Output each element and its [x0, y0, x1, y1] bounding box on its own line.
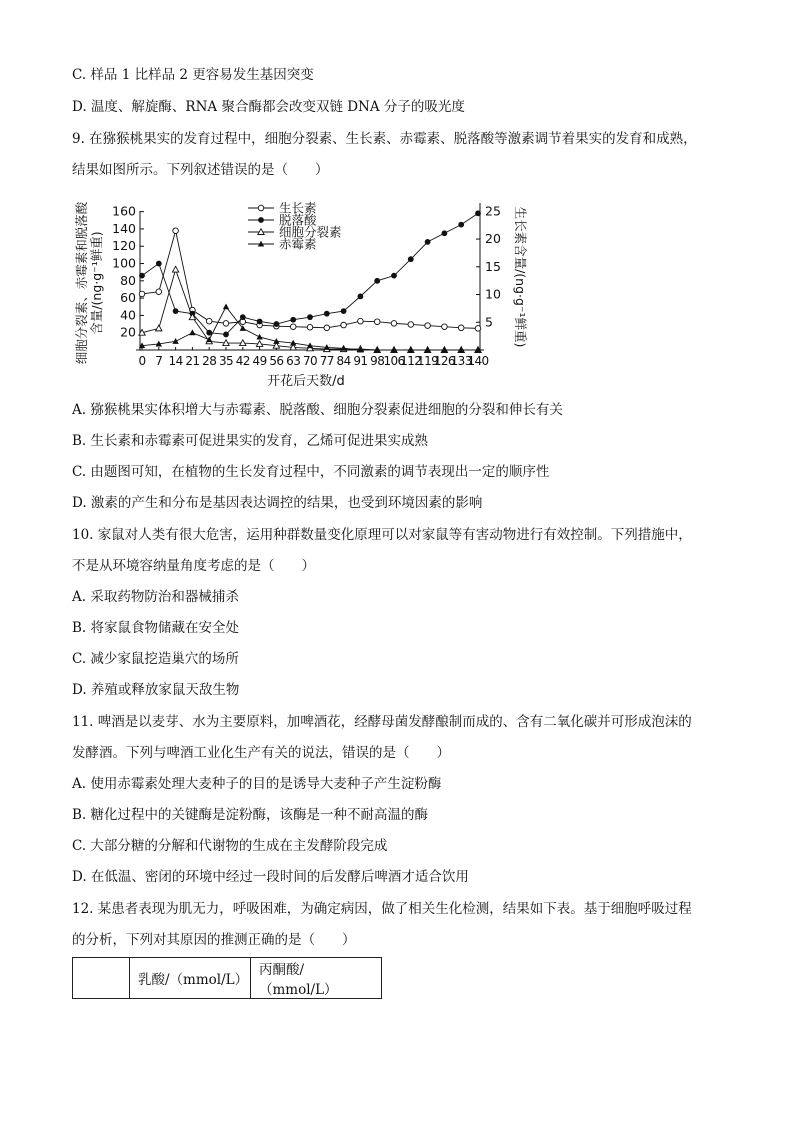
data-point [391, 321, 397, 327]
q11-option-b: B. 糖化过程中的关键酶是淀粉酶，该酶是一种不耐高温的酶 [72, 807, 429, 823]
q9-option-b: B. 生长素和赤霉素可促进果实的发育，乙烯可促进果实成熟 [72, 433, 429, 449]
data-point [374, 278, 380, 284]
x-tick-label: 119 [417, 354, 439, 368]
data-point [223, 332, 229, 338]
data-point [307, 314, 313, 320]
q12-stem-line1: 12. 某患者表现为肌无力，呼吸困难，为确定病因，做了相关生化检测，结果如下表。基于细胞呼吸过程 [72, 901, 692, 917]
x-tick-label: 14 [168, 354, 183, 368]
legend-label: 细胞分裂素 [279, 224, 342, 240]
data-point [257, 319, 263, 325]
q11-stem-line2: 发酵酒。下列与啤酒工业化生产有关的说法，错误的是（ ） [72, 745, 450, 761]
q10-option-c: C. 减少家鼠挖造巢穴的场所 [72, 651, 239, 667]
right-tick-label: 20 [485, 231, 501, 247]
left-tick-label: 20 [120, 324, 136, 340]
x-tick-label: 98 [370, 354, 385, 368]
q9-option-c: C. 由题图可知，在植物的生长发育过程中，不同激素的调节表现出一定的顺序性 [72, 464, 550, 480]
left-tick-label: 100 [112, 255, 136, 271]
q11-option-c: C. 大部分糖的分解和代谢物的生成在主发酵阶段完成 [72, 838, 388, 854]
x-tick-label: 63 [286, 354, 301, 368]
right-tick-label: 10 [485, 286, 501, 302]
x-tick-label: 106 [383, 354, 405, 368]
q10-stem-line1: 10. 家鼠对人类有很大危害，运用种群数量变化原理可以对家鼠等有害动物进行有效控制。下列措施中， [72, 527, 692, 543]
left-tick-label: 120 [112, 238, 136, 254]
data-point [256, 334, 262, 340]
data-point [442, 230, 448, 236]
data-point [156, 261, 162, 267]
x-tick-label: 126 [433, 354, 455, 368]
x-tick-label: 49 [252, 354, 267, 368]
x-tick-label: 0 [138, 354, 146, 368]
data-point [358, 318, 364, 324]
hormone-chart [0, 183, 794, 393]
x-tick-label: 112 [400, 354, 422, 368]
q11-stem-line1: 11. 啤酒是以麦芽、水为主要原料，加啤酒花，经酵母菌发酵酿制而成的、含有二氧化碳并可形成泡沫的 [72, 714, 692, 730]
left-tick-label: 80 [120, 272, 136, 288]
q11-option-d: D. 在低温、密闭的环境中经过一段时间的后发酵后啤酒才适合饮用 [72, 869, 469, 885]
data-point [358, 293, 364, 299]
q9-option-a: A. 猕猴桃果实体积增大与赤霉素、脱落酸、细胞分裂素促进细胞的分裂和伸长有关 [72, 402, 563, 418]
x-tick-label: 7 [155, 354, 163, 368]
legend-marker [258, 205, 264, 211]
data-point [206, 318, 212, 324]
table-header-row [73, 958, 382, 999]
data-point [374, 319, 380, 325]
data-point [475, 326, 481, 332]
legend-label: 赤霉素 [279, 236, 317, 252]
left-tick-label: 140 [112, 220, 136, 236]
data-point [458, 325, 464, 331]
data-point [425, 323, 431, 329]
table-header-cell: 丙酮酸/（mmol/L） [251, 958, 382, 999]
data-point [156, 325, 162, 331]
x-tick-label: 35 [218, 354, 234, 368]
data-point [223, 303, 229, 309]
data-point [223, 321, 229, 327]
data-point [408, 256, 414, 262]
right-tick-label: 5 [485, 314, 493, 330]
x-tick-label: 133 [450, 354, 472, 368]
table-header-cell: 乳酸/（mmol/L） [130, 958, 251, 999]
data-point [173, 228, 179, 234]
data-point [324, 311, 330, 317]
left-tick-label: 160 [112, 203, 136, 219]
legend-label: 脱落酸 [279, 212, 317, 228]
data-point [341, 308, 347, 314]
data-point [475, 210, 481, 216]
data-point [206, 336, 212, 342]
legend-label: 生长素 [279, 200, 317, 216]
q9-stem-line1: 9. 在猕猴桃果实的发育过程中，细胞分裂素、生长素、赤霉素、脱落酸等激素调节着果实的发育和成熟， [72, 131, 697, 147]
x-tick-label: 21 [185, 354, 200, 368]
x-tick-label: 70 [302, 354, 318, 368]
data-point [324, 325, 330, 331]
data-point [173, 308, 179, 314]
q12-data-table [72, 957, 382, 999]
data-point [290, 324, 296, 330]
left-tick-label: 40 [120, 307, 136, 323]
data-point [240, 314, 246, 320]
data-point [139, 273, 145, 279]
data-point [408, 322, 414, 328]
left-axis-title-line2: 含量/(ng·g⁻¹鲜重) [89, 231, 104, 335]
data-point [172, 338, 178, 344]
right-tick-label: 25 [485, 203, 501, 219]
right-axis-title: 生长素含量/(ng·g⁻¹鲜重) [513, 206, 528, 348]
table-header-cell [73, 958, 130, 999]
x-tick-label: 140 [467, 354, 489, 368]
left-tick-label: 60 [120, 290, 136, 306]
q10-option-d: D. 养殖或释放家鼠天敌生物 [72, 682, 240, 698]
q10-option-a: A. 采取药物防治和器械捕杀 [72, 589, 239, 605]
x-tick-label: 42 [235, 354, 250, 368]
data-point [189, 329, 195, 335]
q10-stem-line2: 不是从环境容纳量角度考虑的是（ ） [72, 558, 315, 574]
x-tick-label: 56 [269, 354, 284, 368]
q8-option-d: D. 温度、解旋酶、RNA 聚合酶都会改变双链 DNA 分子的吸光度 [72, 99, 465, 115]
data-point [425, 239, 431, 245]
q10-option-b: B. 将家鼠食物储藏在安全处 [72, 620, 240, 636]
x-tick-label: 77 [319, 354, 334, 368]
data-point [139, 291, 145, 297]
data-point [172, 266, 178, 272]
x-axis-title: 开花后天数/d [267, 374, 345, 389]
data-point [290, 317, 296, 323]
q9-stem-line2: 结果如图所示。下列叙述错误的是（ ） [72, 162, 329, 178]
legend-marker [258, 217, 264, 223]
right-tick-label: 15 [485, 258, 501, 274]
q12-stem-line2: 的分析，下列对其原因的推测正确的是（ ） [72, 932, 356, 948]
q9-option-d: D. 激素的产生和分布是基因表达调控的结果，也受到环境因素的影响 [72, 495, 483, 511]
data-point [274, 321, 280, 327]
data-point [341, 322, 347, 328]
data-point [307, 324, 313, 330]
data-point [458, 222, 464, 228]
q8-option-c: C. 样品 1 比样品 2 更容易发生基因突变 [72, 67, 314, 83]
x-tick-label: 84 [336, 354, 351, 368]
q11-option-a: A. 使用赤霉素处理大麦种子的目的是诱导大麦种子产生淀粉酶 [72, 776, 442, 792]
x-tick-label: 91 [353, 354, 368, 368]
x-tick-label: 28 [202, 354, 217, 368]
data-point [391, 273, 397, 279]
data-point [156, 289, 162, 295]
left-axis-title-line1: 细胞分裂素、赤霉素和脱落酸 [74, 201, 89, 365]
data-point [442, 324, 448, 330]
